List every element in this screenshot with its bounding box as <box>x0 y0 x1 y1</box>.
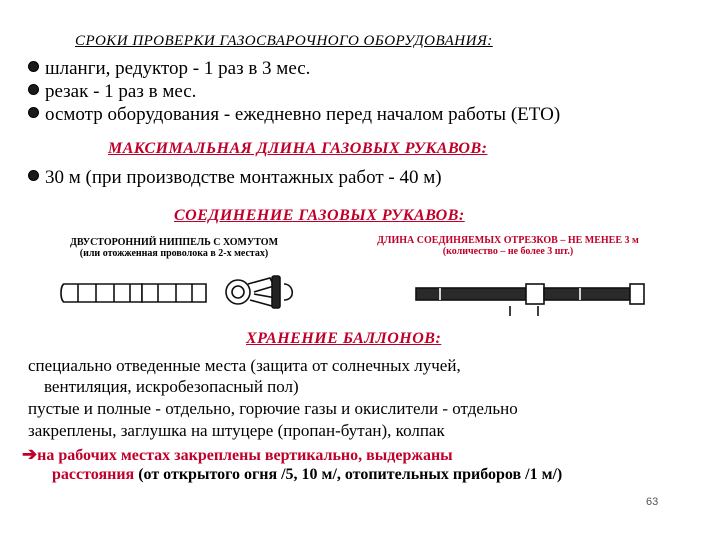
check-item-3 <box>28 104 560 126</box>
final-note-line1 <box>22 444 453 465</box>
nipple-clamp-hose-image <box>58 270 303 318</box>
section-title-checks: СРОКИ ПРОВЕРКИ ГАЗОСВАРОЧНОГО ОБОРУДОВАНИЯ: <box>75 33 493 49</box>
length-item-text: 30 м (при производстве монтажных работ - 40 м) <box>45 167 442 188</box>
arrow-right-icon: ➔ <box>22 444 38 464</box>
connection-left-line1: ДВУСТОРОННИЙ НИППЕЛЬ С ХОМУТОМ <box>69 237 279 248</box>
storage-item-3 <box>28 420 445 441</box>
final-note-text: на рабочих местах закреплены вертикально, выдержаны <box>37 447 453 464</box>
storage-item-text: закреплены, заглушка на штуцере (пропан-бутан), колпак <box>28 421 445 440</box>
check-item-2 <box>28 81 196 103</box>
storage-item-1-cont: вентиляция, искробезопасный пол) <box>44 377 299 396</box>
check-item-text: шланги, редуктор - 1 раз в 3 мес. <box>45 58 311 79</box>
check-item-text: осмотр оборудования - ежедневно перед началом работы (ЕТО) <box>45 104 561 125</box>
final-note-red: расстояния <box>52 466 135 483</box>
bullet-dot-icon <box>28 61 39 72</box>
check-item-1 <box>28 58 310 80</box>
page-number: 63 <box>646 496 659 508</box>
section-title-storage: ХРАНЕНИЕ БАЛЛОНОВ: <box>246 330 442 347</box>
bullet-dot-icon <box>28 107 39 118</box>
connection-right-caption <box>358 235 658 257</box>
storage-item-1 <box>28 355 461 376</box>
connection-left-caption <box>38 237 310 259</box>
length-item <box>28 167 442 189</box>
storage-item-text: специально отведенные места (защита от солнечных лучей, <box>28 356 461 375</box>
long-hose-image <box>410 272 650 320</box>
bullet-dot-icon <box>28 84 39 95</box>
storage-item-2 <box>28 398 518 419</box>
check-item-text: резак - 1 раз в мес. <box>45 81 197 102</box>
section-title-length: МАКСИМАЛЬНАЯ ДЛИНА ГАЗОВЫХ РУКАВОВ: <box>108 140 488 157</box>
connection-left-line2: (или отожженная проволока в 2-х местах) <box>79 248 269 259</box>
storage-item-text: пустые и полные - отдельно, горючие газы и окислители - отдельно <box>28 399 518 418</box>
bullet-dot-icon <box>28 170 39 181</box>
final-note-line2 <box>52 466 562 484</box>
section-title-connection: СОЕДИНЕНИЕ ГАЗОВЫХ РУКАВОВ: <box>174 207 465 224</box>
connection-right-line2: (количество – не более 3 шт.) <box>442 246 574 257</box>
final-note-black: (от открытого огня /5, 10 м/, отопительных приборов /1 м/) <box>134 466 563 483</box>
connection-right-line1: ДЛИНА СОЕДИНЯЕМЫХ ОТРЕЗКОВ – НЕ МЕНЕЕ 3 м <box>377 235 639 246</box>
